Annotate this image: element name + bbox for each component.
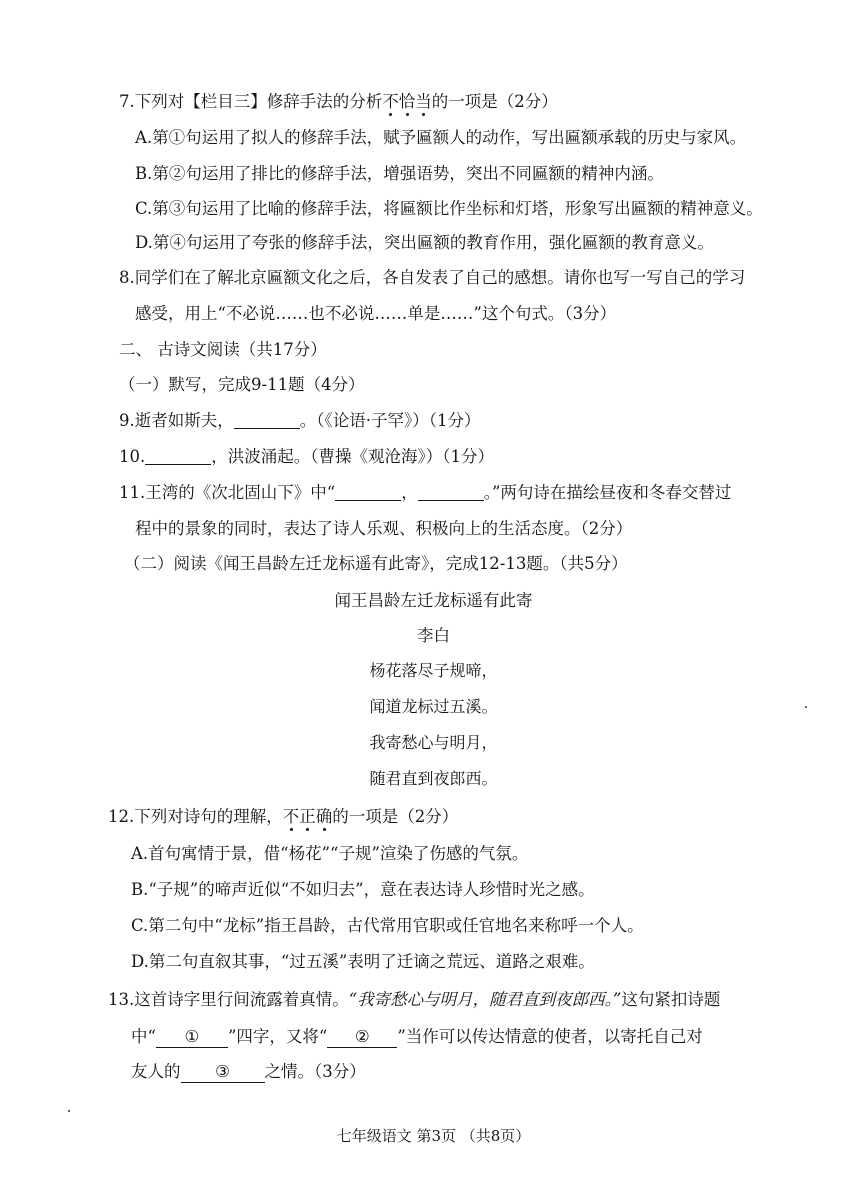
poem-author: 李白 (417, 626, 450, 645)
q13-line-3-b: 之情。（3分） (264, 1062, 366, 1081)
q7-option-a: A.第①句运用了拟人的修辞手法，赋予匾额人的动作，写出匾额承载的历史与家风。 (135, 128, 747, 147)
q8-line-1: 8.同学们在了解北京匾额文化之后，各自发表了自己的感想。请你也写一写自己的学习 (119, 268, 746, 287)
section-2-title: 二、 古诗文阅读（共17分） (119, 340, 327, 359)
poem-line-1: 杨花落尽子规啼， (369, 661, 498, 680)
q13-line-3-a: 友人的 (131, 1062, 181, 1081)
q9 (119, 411, 481, 431)
q11-post: 。”两句诗在描绘昼夜和冬春交替过 (483, 483, 732, 502)
q13-line-1-post: 这句紧扣诗题 (621, 990, 721, 1009)
scan-speck (805, 706, 807, 708)
emphasis-char: 恰 (398, 92, 416, 111)
q12-stem-emphasis (283, 807, 333, 826)
q7-stem (119, 92, 558, 112)
q13-line-2-a: 中“ (131, 1027, 156, 1046)
poem-line-3: 我寄愁心与明月， (369, 733, 498, 752)
scan-speck (68, 1110, 70, 1112)
q11-line-1 (119, 483, 731, 503)
q12-stem-tail: 的一项是（2分） (332, 807, 459, 826)
q9-pre: 9.逝者如斯夫， (119, 411, 234, 430)
q12-option-b: B.“子规”的啼声近似“不如归去”，意在表达诗人珍惜时光之感。 (131, 880, 595, 899)
q13-line-1-pre: 13.这首诗字里行间流露着真情。 (108, 990, 349, 1009)
q7-option-c: C.第③句运用了比喻的修辞手法，将匾额比作坐标和灯塔，形象写出匾额的精神意义。 (135, 199, 763, 218)
emphasis-char: 正 (299, 807, 316, 826)
q13-line-3 (131, 1062, 366, 1083)
q13-line-2-c: ”当作可以传达情意的使者，以寄托自己对 (397, 1027, 703, 1046)
q11-mid: ， (401, 483, 418, 502)
poem-line-2: 闻道龙标过五溪。 (369, 697, 498, 716)
q12-option-c: C.第二句中“龙标”指王昌龄，古代常用官职或任官地名来称呼一个人。 (131, 916, 644, 935)
q13-line-2 (131, 1027, 703, 1048)
q13-poem-quote: “我寄愁心与明月，随君直到夜郎西。” (348, 990, 622, 1009)
q12-option-a: A.首句寓情于景，借“杨花”“子规”渲染了伤感的气氛。 (131, 844, 529, 863)
subsection-2-title: （二）阅读《闻王昌龄左迁龙标遥有此寄》，完成12-13题。（共5分） (124, 554, 628, 573)
emphasis-char: 不 (282, 807, 300, 826)
q13-answer-blank-2[interactable]: ② (327, 1027, 397, 1048)
emphasis-char: 当 (415, 92, 432, 111)
q11-answer-blank-2[interactable] (418, 484, 484, 501)
q7-stem-tail: 的一项是（2分） (431, 92, 558, 111)
q8-line-2: 感受，用上“不必说……也不必说……单是……”这个句式。（3分） (135, 304, 617, 323)
poem-title: 闻王昌龄左迁龙标遥有此寄 (334, 591, 533, 610)
q9-post: 。（《论语·子罕》）（1分） (299, 411, 481, 430)
q10-post: ，洪波涌起。（曹操《观沧海》）（1分） (211, 447, 494, 466)
q11-answer-blank-1[interactable] (335, 484, 401, 501)
poem-line-4: 随君直到夜郎西。 (369, 769, 498, 788)
page-footer: 七年级语文 第3页 （共8页） (336, 1127, 531, 1145)
q9-answer-blank[interactable] (234, 412, 300, 429)
q13-answer-blank-1[interactable]: ① (156, 1027, 228, 1048)
q13-answer-blank-3[interactable]: ③ (181, 1062, 265, 1083)
q7-stem-emphasis (382, 92, 432, 111)
q11-pre: 11.王湾的《次北固山下》中“ (119, 483, 336, 502)
q12-stem-text: 12.下列对诗句的理解， (108, 807, 283, 826)
q10-pre: 10. (119, 447, 146, 466)
emphasis-char: 确 (315, 807, 333, 826)
q7-stem-text: 7.下列对【栏目三】修辞手法的分析 (119, 92, 383, 111)
q10 (119, 447, 494, 467)
q7-option-b: B.第②句运用了排比的修辞手法，增强语势，突出不同匾额的精神内涵。 (135, 164, 664, 183)
q12-option-d: D.第二句直叙其事，“过五溪”表明了迁谪之荒远、道路之艰难。 (131, 952, 595, 971)
emphasis-char: 不 (382, 92, 399, 111)
q11-line-2: 程中的景象的同时，表达了诗人乐观、积极向上的生活态度。（2分） (135, 519, 633, 538)
subsection-1-title: （一）默写，完成9-11题（4分） (119, 375, 365, 394)
q13-line-2-b: ”四字，又将“ (227, 1027, 328, 1046)
q12-stem (108, 807, 458, 827)
q13-line-1 (108, 990, 720, 1010)
q10-answer-blank[interactable] (145, 448, 211, 465)
q7-option-d: D.第④句运用了夸张的修辞手法，突出匾额的教育作用，强化匾额的教育意义。 (135, 233, 714, 252)
